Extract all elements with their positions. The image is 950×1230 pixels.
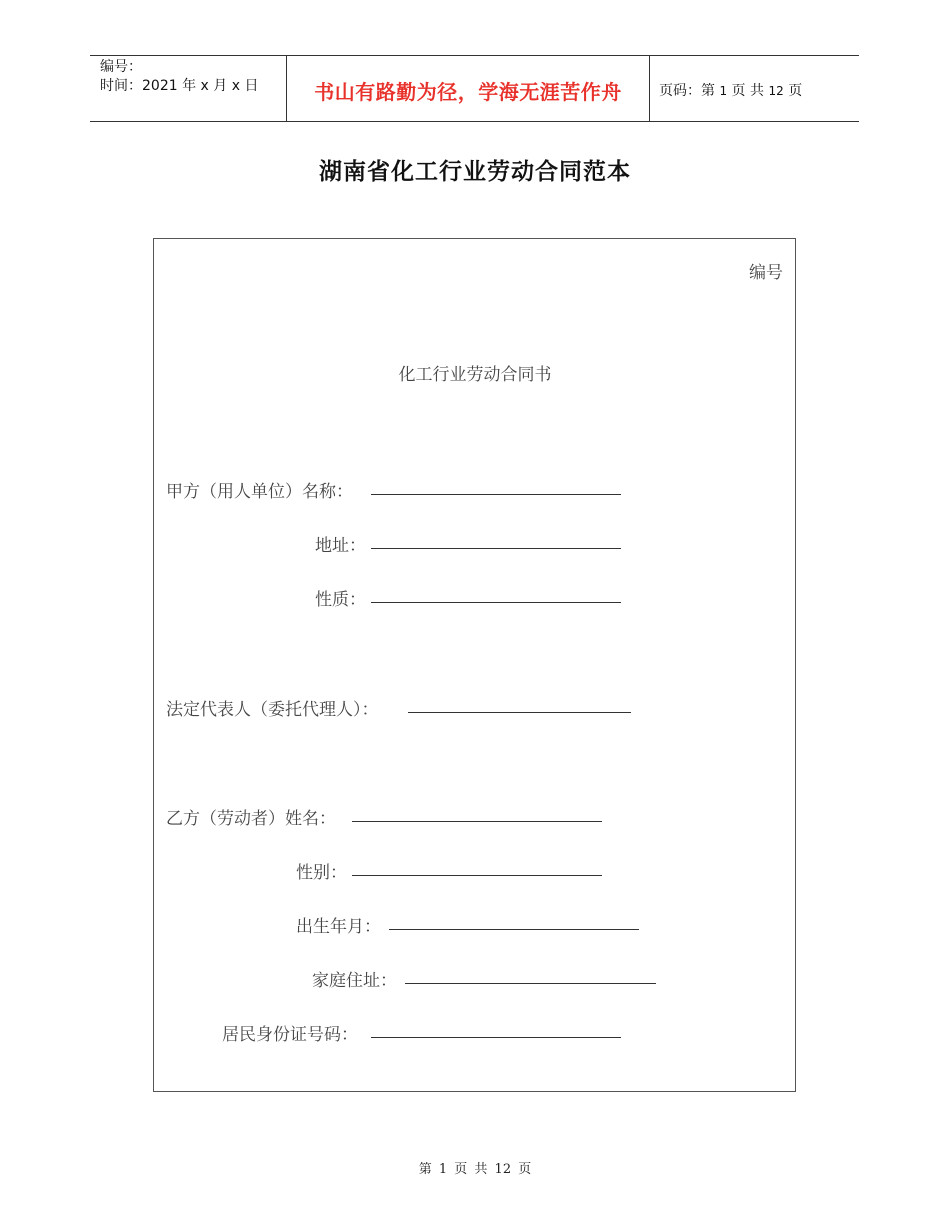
header-time-month: x (200, 78, 209, 94)
party-b-home-field[interactable] (405, 983, 656, 984)
header-page-current: 1 (719, 84, 728, 98)
header-bottom-rule (90, 121, 859, 122)
party-b-birth-label: 出生年月： (296, 917, 381, 937)
header-time-month-unit: 月 (213, 78, 228, 94)
header-time (100, 77, 259, 96)
header-motto: 书山有路勤为径，学海无涯苦作舟 (314, 80, 622, 104)
legal-rep-label: 法定代表人（委托代理人）： (166, 700, 379, 720)
party-a-name-label: 甲方（用人单位）名称： (166, 482, 353, 502)
header-time-year-unit: 年 (182, 78, 197, 94)
header-page-mid: 页 共 (731, 83, 764, 99)
party-a-name-field[interactable] (371, 494, 621, 495)
header-time-day-unit: 日 (244, 78, 259, 94)
party-b-birth-field[interactable] (389, 929, 639, 930)
header-page-suffix: 页 (788, 83, 803, 99)
party-b-id-field[interactable] (371, 1037, 621, 1038)
party-a-address-field[interactable] (371, 548, 621, 549)
party-a-nature-field[interactable] (371, 602, 621, 603)
header-top-rule (90, 55, 859, 56)
party-a-address-label: 地址： (315, 536, 366, 556)
header-divider-right (649, 55, 650, 122)
party-b-name-label: 乙方（劳动者）姓名： (166, 809, 336, 829)
legal-rep-field[interactable] (408, 712, 631, 713)
party-b-name-field[interactable] (352, 821, 602, 822)
form-number-label: 编号 (749, 263, 783, 283)
header-page-prefix: 页码：第 (659, 83, 715, 99)
party-b-home-label: 家庭住址： (312, 971, 397, 991)
party-b-id-label: 居民身份证号码： (222, 1025, 358, 1045)
header-time-label: 时间： (100, 78, 142, 94)
form-subtitle: 化工行业劳动合同书 (398, 365, 552, 385)
party-b-gender-field[interactable] (352, 875, 602, 876)
page-title: 湖南省化工行业劳动合同范本 (319, 159, 631, 185)
party-a-nature-label: 性质： (315, 590, 366, 610)
header-time-year: 2021 (142, 78, 178, 94)
footer-page-number: 第 1 页 共 12 页 (418, 1162, 532, 1177)
header-page-total: 12 (768, 84, 784, 98)
party-b-gender-label: 性别： (296, 863, 347, 883)
header-number-label: 编号： (100, 59, 142, 75)
header-page-number (659, 80, 802, 100)
header-time-day: x (231, 78, 241, 94)
header-meta (100, 58, 259, 96)
